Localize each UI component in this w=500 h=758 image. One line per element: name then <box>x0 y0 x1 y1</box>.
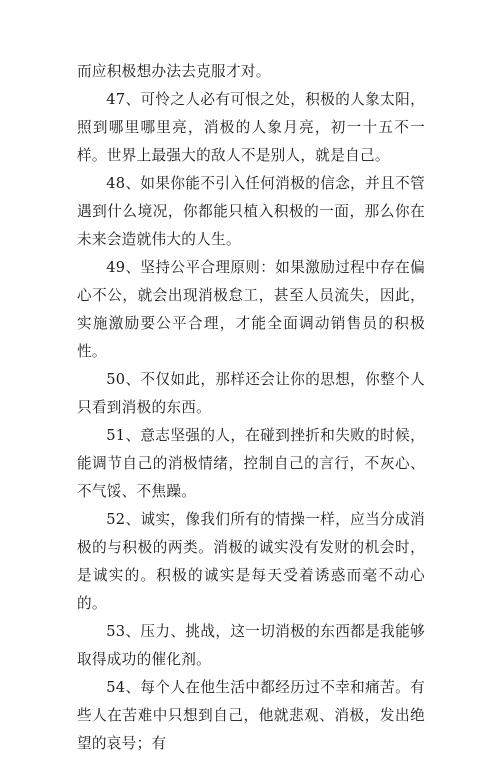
paragraph-54: 54、每个人在他生活中都经历过不幸和痛苦。有些人在苦难中只想到自己，他就悲观、消极，发出绝望的哀号；有 <box>77 679 425 752</box>
paragraph-50: 50、不仅如此，那样还会让你的思想，你整个人只看到消极的东西。 <box>77 371 425 416</box>
paragraph-48: 48、如果你能不引入任何消极的信念，并且不管遇到什么境况，你都能只植入积极的一面，那么你在未来会造就伟大的人生。 <box>77 175 425 248</box>
paragraph-53: 53、压力、挑战，这一切消极的东西都是我能够取得成功的催化剂。 <box>77 623 425 668</box>
paragraph-46-continuation: 而应积极想办法去克服才对。 <box>77 63 271 80</box>
paragraph-52: 52、诚实，像我们所有的情操一样，应当分成消极的与积极的两类。消极的诚实没有发财的机会时，是诚实的。积极的诚实是每天受着诱惑而毫不动心的。 <box>77 511 425 612</box>
paragraph-47: 47、可怜之人必有可恨之处，积极的人象太阳，照到哪里哪里亮，消极的人象月亮，初一十五不一样。世界上最强大的敌人不是别人，就是自己。 <box>77 91 425 164</box>
paragraph-49: 49、坚持公平合理原则：如果激励过程中存在偏心不公，就会出现消极怠工，甚至人员流失，因此，实施激励要公平合理，才能全面调动销售员的积极性。 <box>77 259 425 360</box>
body-text <box>77 58 425 758</box>
paragraph-51: 51、意志坚强的人，在碰到挫折和失败的时候，能调节自己的消极情绪，控制自己的言行，不灰心、不气馁、不焦躁。 <box>77 427 425 500</box>
